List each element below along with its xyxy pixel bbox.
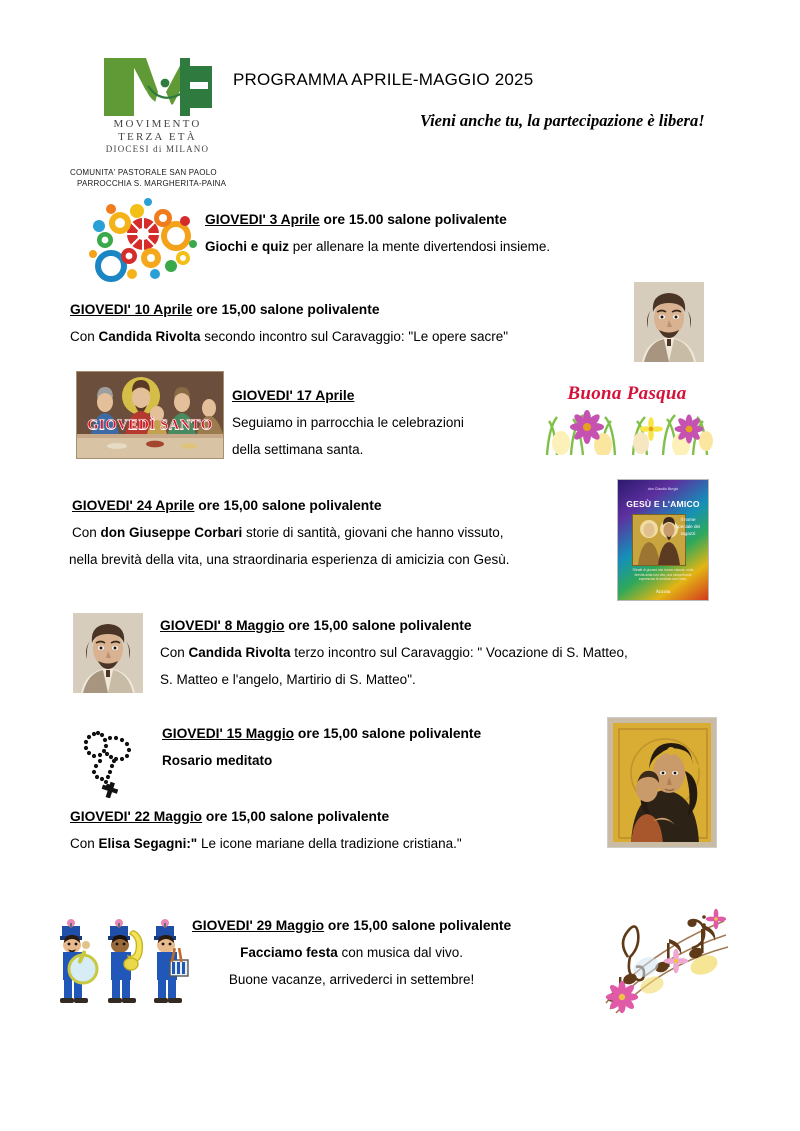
event-24-aprile-time: ore 15,00 salone polivalente — [194, 498, 382, 513]
event-29-maggio-headline — [192, 912, 511, 939]
event-29-maggio-desc-rest: con musica dal vivo. — [337, 945, 464, 960]
brain-gears-image — [85, 196, 200, 286]
event-17-aprile-headline — [232, 382, 464, 409]
event-3-aprile — [205, 206, 550, 260]
book-author: don Claudio Burgio — [647, 487, 679, 491]
event-10-aprile-desc-pre: Con — [70, 329, 99, 344]
madonna-icon-panel — [613, 723, 711, 842]
event-22-maggio-desc-pre: Con — [70, 836, 99, 851]
event-3-aprile-desc-bold: Giochi e quiz — [205, 239, 290, 254]
marching-band-image — [48, 912, 190, 1008]
event-3-aprile-date: GIOVEDI' 3 Aprile — [205, 212, 320, 227]
event-8-maggio-desc-bold: Candida Rivolta — [188, 645, 291, 660]
parish-line-2: PARROCCHIA S. MARGHERITA-PAINA — [77, 178, 227, 188]
event-17-aprile-date: GIOVEDI' 17 Aprile — [232, 388, 355, 403]
caravaggio-portrait-image-2 — [73, 613, 143, 693]
book-publisher: Ancora — [655, 590, 671, 595]
event-15-maggio-description: Rosario meditato — [162, 753, 273, 768]
event-24-aprile-desc-pre: Con — [72, 525, 101, 540]
event-24-aprile-description-line-2: nella brevità della vita, una straordinaria esperienza di amicizia con Gesù. — [69, 552, 510, 567]
event-29-maggio-desc-bold: Facciamo festa — [240, 945, 338, 960]
event-24-aprile-date: GIOVEDI' 24 Aprile — [72, 498, 195, 513]
event-8-maggio-description-line-1 — [160, 639, 628, 666]
event-22-maggio — [70, 803, 462, 857]
event-8-maggio-headline — [160, 612, 628, 639]
page-subtitle: Vieni anche tu, la partecipazione è libera! — [420, 111, 705, 130]
parish-line-1: COMUNITA' PASTORALE SAN PAOLO — [70, 168, 217, 177]
book-blurb: Ritratti di giovani che hanno vissuto, nella brevità della loro vita, una straordinaria esperienza di amicizia con Gesù. — [632, 568, 694, 582]
event-22-maggio-desc-bold: Elisa Segagni:" — [98, 836, 198, 851]
event-3-aprile-headline — [205, 206, 550, 233]
event-24-aprile-headline — [72, 492, 509, 519]
event-24-aprile-desc-rest: storie di santità, giovani che hanno vissuto, — [242, 525, 504, 540]
book-cover-image — [617, 479, 709, 601]
giovedi-santo-caption: GIOVEDÌ SANTO — [87, 417, 213, 433]
event-10-aprile-headline — [70, 296, 508, 323]
event-15-maggio-date: GIOVEDI' 15 Maggio — [162, 726, 295, 741]
event-10-aprile-date: GIOVEDI' 10 Aprile — [70, 302, 193, 317]
event-8-maggio-desc-rest: terzo incontro sul Caravaggio: " Vocazione di S. Matteo, — [290, 645, 628, 660]
event-24-aprile-description-line-1 — [72, 519, 509, 546]
event-15-maggio — [162, 720, 481, 774]
mte-logo-line-2: TERZA ETÀ — [118, 130, 197, 143]
event-22-maggio-description — [70, 830, 462, 857]
book-title: GESÙ E L'AMICO — [626, 499, 700, 509]
madonna-icon-image — [607, 717, 717, 848]
event-15-maggio-time: ore 15,00 salone polivalente — [294, 726, 482, 741]
event-17-aprile-description-line-2: della settimana santa. — [232, 442, 364, 457]
event-22-maggio-desc-rest: Le icone mariane della tradizione cristiana." — [197, 836, 462, 851]
event-29-maggio-time: ore 15,00 salone polivalente — [324, 918, 512, 933]
mte-logo — [95, 56, 220, 156]
event-3-aprile-description — [205, 233, 550, 260]
event-22-maggio-time: ore 15,00 salone polivalente — [202, 809, 390, 824]
buona-pasqua-image — [541, 371, 713, 455]
caravaggio-portrait-image — [634, 282, 704, 362]
event-10-aprile-desc-rest: secondo incontro sul Caravaggio: "Le opere sacre" — [200, 329, 509, 344]
parish-heading — [70, 168, 226, 189]
event-17-aprile — [232, 382, 464, 463]
music-notes-image — [600, 895, 730, 1020]
mte-logo-line-1: MOVIMENTO — [113, 118, 202, 130]
event-10-aprile-time: ore 15,00 salone polivalente — [192, 302, 380, 317]
event-10-aprile-desc-bold: Candida Rivolta — [98, 329, 201, 344]
event-24-aprile-desc-bold: don Giuseppe Corbari — [100, 525, 243, 540]
event-29-maggio-description-line-2: Buone vacanze, arrivederci in settembre! — [228, 972, 475, 987]
event-10-aprile — [70, 296, 508, 350]
event-3-aprile-desc-rest: per allenare la mente divertendosi insieme. — [289, 239, 551, 254]
page-title: PROGRAMMA APRILE-MAGGIO 2025 — [233, 70, 534, 89]
event-29-maggio-description-line-1 — [192, 939, 511, 966]
mte-logo-line-3: DIOCESI di MILANO — [105, 144, 210, 154]
mte-logo-mark-icon — [102, 56, 214, 118]
event-8-maggio-date: GIOVEDI' 8 Maggio — [160, 618, 285, 633]
event-8-maggio-description-line-2: S. Matteo e l'angelo, Martirio di S. Matteo". — [160, 672, 416, 687]
event-3-aprile-time: ore 15.00 salone polivalente — [319, 212, 507, 227]
event-29-maggio-date: GIOVEDI' 29 Maggio — [192, 918, 325, 933]
event-15-maggio-headline — [162, 720, 481, 747]
buona-pasqua-caption: Buona Pasqua — [567, 383, 687, 404]
event-22-maggio-date: GIOVEDI' 22 Maggio — [70, 809, 203, 824]
event-10-aprile-description — [70, 323, 508, 350]
event-22-maggio-headline — [70, 803, 462, 830]
event-8-maggio-desc-pre: Con — [160, 645, 189, 660]
giovedi-santo-image — [76, 371, 224, 459]
event-8-maggio — [160, 612, 628, 693]
event-24-aprile — [69, 492, 510, 573]
event-29-maggio — [192, 912, 511, 993]
event-8-maggio-time: ore 15,00 salone polivalente — [284, 618, 472, 633]
event-17-aprile-description-line-1: Seguiamo in parrocchia le celebrazioni — [232, 415, 464, 430]
book-subtitle: Il nome speciale dei ragazzi — [675, 517, 701, 536]
poster-header — [0, 0, 800, 200]
rosary-image — [72, 718, 150, 798]
